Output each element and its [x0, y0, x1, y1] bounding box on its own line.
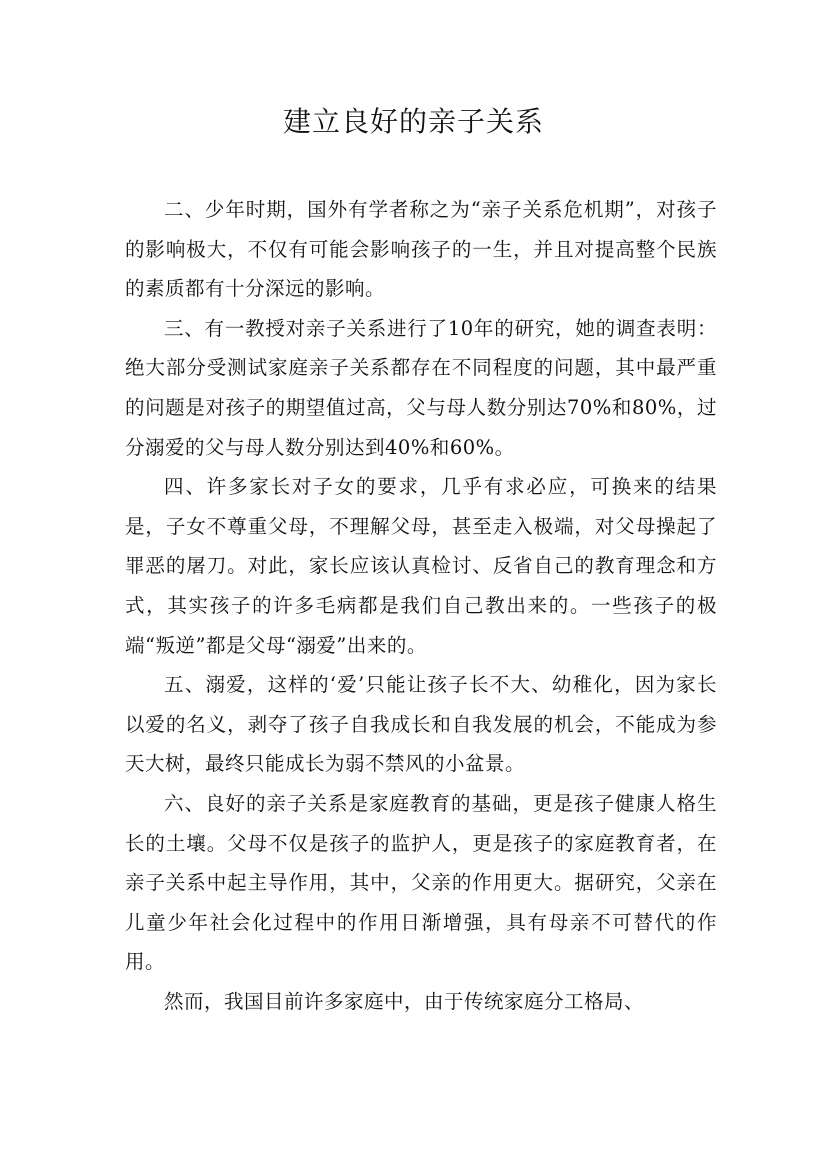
paragraph-3: 三、有一教授对亲子关系进行了10年的研究，她的调查表明：绝大部分受测试家庭亲子关系都存在不同程度的问题，其中最严重的问题是对孩子的期望值过高，父与母人数分别达70%和80%，过分溺爱的父与母人数分别达到40%和60%。 — [125, 316, 717, 459]
paragraph-4: 四、许多家长对子女的要求，几乎有求必应，可换来的结果是，子女不尊重父母，不理解父母，甚至走入极端，对父母操起了罪恶的屠刀。对此，家长应该认真检讨、反省自己的教育理念和方式，其实孩子的许多毛病都是我们自己教出来的。一些孩子的极端“叛逆”都是父母“溺爱”出来的。 — [125, 475, 717, 657]
document-title: 建立良好的亲子关系 — [282, 105, 544, 138]
paragraph-6: 六、良好的亲子关系是家庭教育的基础，更是孩子健康人格生长的土壤。父母不仅是孩子的监护人，更是孩子的家庭教育者，在亲子关系中起主导作用，其中，父亲的作用更大。据研究，父亲在儿童少年社会化过程中的作用日渐增强，具有母亲不可替代的作用。 — [125, 791, 717, 974]
paragraph-5: 五、溺爱，这样的‘爱’只能让孩子长不大、幼稚化，因为家长以爱的名义，剥夺了孩子自我成长和自我发展的机会，不能成为参天大树，最终只能成长为弱不禁风的小盆景。 — [125, 673, 717, 776]
paragraph-7: 然而，我国目前许多家庭中，由于传统家庭分工格局、 — [164, 989, 645, 1013]
document-body — [125, 190, 717, 1021]
paragraph-2: 二、少年时期，国外有学者称之为“亲子关系危机期”，对孩子的影响极大，不仅有可能会影响孩子的一生，并且对提高整个民族的素质都有十分深远的影响。 — [125, 198, 717, 301]
